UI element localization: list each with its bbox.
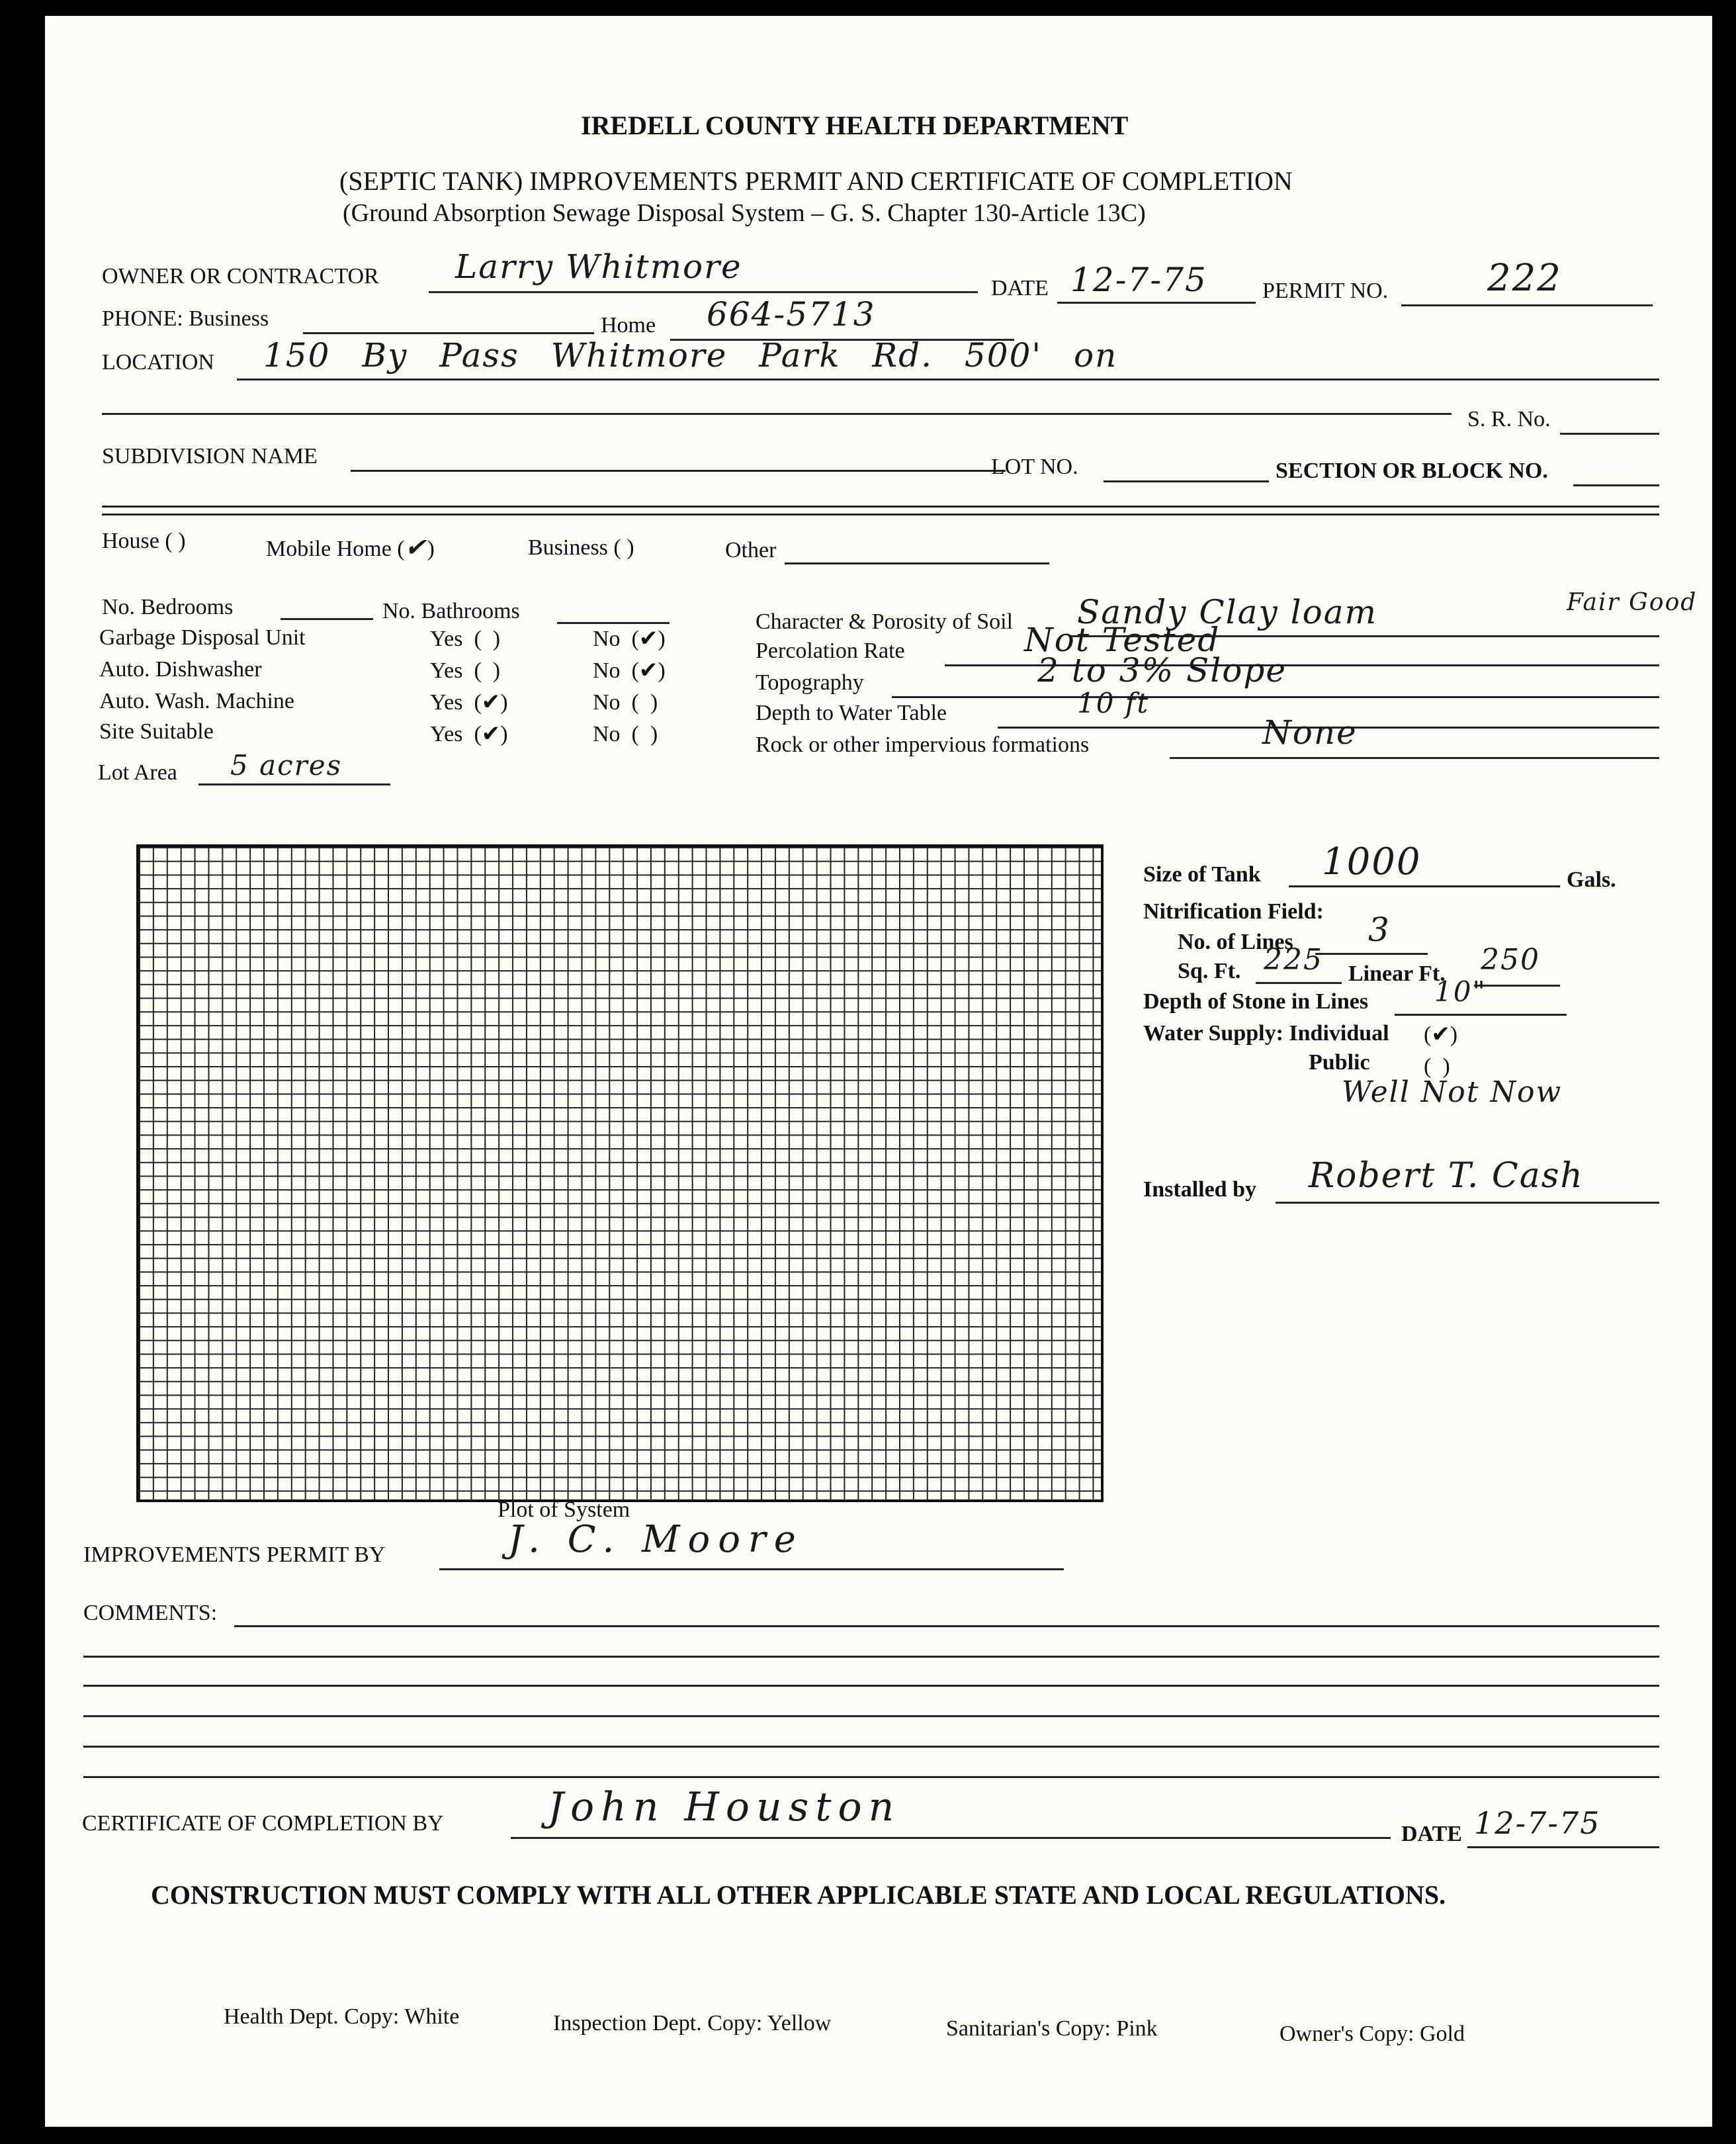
stone-depth-value: 10" <box>1434 975 1487 1008</box>
compliance-notice: CONSTRUCTION MUST COMPLY WITH ALL OTHER APPLICABLE STATE AND LOCAL REGULATIONS. <box>151 1880 1446 1910</box>
permit-by-underline <box>439 1568 1064 1570</box>
fixture-yes: Yes (✔) <box>430 722 508 746</box>
comments-underline <box>83 1776 1659 1778</box>
mobile-home-check: ✔ <box>404 533 427 562</box>
tank-size-underline <box>1289 885 1560 887</box>
form-subtitle: (Ground Absorption Sewage Disposal System – G. S. Chapter 130-Article 13C) <box>343 199 1146 227</box>
bathrooms-label: No. Bathrooms <box>382 599 520 623</box>
soil-character-note: Fair Good <box>1567 589 1698 616</box>
mobile-home-label: Mobile Home ( <box>266 537 405 561</box>
fixture-label: Site Suitable <box>99 719 214 744</box>
rock-value: None <box>1262 713 1358 752</box>
plot-grid <box>136 844 1104 1502</box>
bedrooms-underline <box>281 618 373 620</box>
bathrooms-underline <box>557 622 670 624</box>
location-underline <box>237 379 1659 380</box>
topography-label: Topography <box>756 670 864 695</box>
rock-underline <box>1170 757 1659 759</box>
permit-form <box>45 16 1712 2127</box>
bedrooms-label: No. Bedrooms <box>102 595 234 619</box>
water-supply-note: Well Not Now <box>1342 1075 1563 1109</box>
home-label: Home <box>601 313 656 337</box>
divider-top-2 <box>102 514 1659 515</box>
fixture-no: No (✔) <box>593 658 666 683</box>
certificate-signature: John Houston <box>548 1784 901 1830</box>
soil-character-label: Character & Porosity of Soil <box>756 609 1014 634</box>
sqft-underline <box>1256 982 1342 984</box>
business-underline <box>303 332 594 334</box>
lines-value: 3 <box>1368 911 1391 949</box>
permit-by-signature: J. C. Moore <box>508 1518 804 1561</box>
tank-size-value: 1000 <box>1322 840 1422 883</box>
fixture-yes: Yes ( ) <box>430 627 501 651</box>
comments-underline <box>83 1746 1659 1748</box>
lines-underline <box>1315 953 1428 955</box>
owner-label: OWNER OR CONTRACTOR <box>102 264 379 289</box>
comments-label: COMMENTS: <box>83 1601 218 1625</box>
certificate-label: CERTIFICATE OF COMPLETION BY <box>82 1811 444 1836</box>
installed-by-signature: Robert T. Cash <box>1309 1156 1584 1196</box>
subdivision-label: SUBDIVISION NAME <box>102 444 318 469</box>
form-title: (SEPTIC TANK) IMPROVEMENTS PERMIT AND CERTIFICATE OF COMPLETION <box>339 166 1293 196</box>
fixture-label: Garbage Disposal Unit <box>99 625 306 650</box>
lot-area-value: 5 acres <box>230 749 343 782</box>
fixture-yes: Yes ( ) <box>430 658 501 683</box>
comments-underline <box>83 1685 1659 1687</box>
location-underline-2 <box>102 413 1452 415</box>
sr-label: S. R. No. <box>1467 407 1551 431</box>
fixture-no: No ( ) <box>593 722 658 746</box>
business-option: Business ( ) <box>528 535 634 560</box>
individual-check: (✔) <box>1424 1022 1458 1047</box>
date-label: DATE <box>991 276 1049 300</box>
water-table-value: 10 ft <box>1077 687 1150 719</box>
comments-underline <box>234 1625 1659 1627</box>
permit-by-label: IMPROVEMENTS PERMIT BY <box>83 1542 386 1567</box>
public-check: ( ) <box>1424 1054 1450 1079</box>
lines-label: No. of Lines <box>1178 930 1293 954</box>
certificate-date-label: DATE <box>1401 1822 1462 1846</box>
stone-depth-label: Depth of Stone in Lines <box>1143 989 1369 1014</box>
location-value: 150 By Pass Whitmore Park Rd. 500' on <box>263 336 1118 375</box>
home-phone-value: 664-5713 <box>707 295 876 334</box>
fixture-yes: Yes (✔) <box>430 690 508 715</box>
other-label: Other <box>725 538 777 562</box>
phone-business-label: PHONE: Business <box>102 306 269 331</box>
sr-underline <box>1560 433 1659 435</box>
lot-area-underline <box>198 783 390 785</box>
subdivision-underline <box>351 470 1006 472</box>
nitrification-label: Nitrification Field: <box>1143 899 1324 924</box>
linear-ft-value: 250 <box>1481 943 1540 977</box>
permit-label: PERMIT NO. <box>1262 279 1389 303</box>
other-underline <box>785 562 1049 564</box>
percolation-value: Not Tested <box>1024 621 1221 659</box>
gallons-label: Gals. <box>1567 868 1616 892</box>
tank-size-label: Size of Tank <box>1143 862 1261 887</box>
public-label: Public <box>1309 1050 1370 1075</box>
comments-underline <box>83 1656 1659 1658</box>
certificate-date-value: 12-7-75 <box>1474 1805 1601 1841</box>
lot-underline <box>1104 480 1269 482</box>
percolation-label: Percolation Rate <box>756 639 905 663</box>
linear-ft-underline <box>1474 985 1560 987</box>
installed-by-label: Installed by <box>1143 1177 1256 1202</box>
mobile-home-option <box>266 529 435 565</box>
installed-by-underline <box>1276 1202 1659 1204</box>
soil-character-value: Sandy Clay loam <box>1077 593 1377 631</box>
linear-ft-label: Linear Ft. <box>1348 961 1446 986</box>
fixture-label: Auto. Dishwasher <box>99 657 262 682</box>
certificate-underline <box>511 1837 1391 1839</box>
copy-distribution: Owner's Copy: Gold <box>1280 2022 1465 2046</box>
owner-value: Larry Whitmore <box>455 247 742 286</box>
stone-depth-underline <box>1395 1014 1567 1016</box>
date-value: 12-7-75 <box>1070 261 1207 299</box>
department-title: IREDELL COUNTY HEALTH DEPARTMENT <box>581 111 1129 140</box>
fixture-no: No (✔) <box>593 627 666 651</box>
permit-underline <box>1401 304 1653 306</box>
comments-underline <box>83 1715 1659 1717</box>
water-supply-label: Water Supply: Individual <box>1143 1021 1389 1046</box>
sqft-value: 225 <box>1264 943 1323 977</box>
topography-value: 2 to 3% Slope <box>1037 651 1287 690</box>
fixture-no: No ( ) <box>593 690 658 715</box>
lot-area-label: Lot Area <box>98 760 177 785</box>
house-option: House ( ) <box>102 529 186 553</box>
plot-caption: Plot of System <box>498 1497 630 1522</box>
permit-value: 222 <box>1487 257 1562 300</box>
rock-label: Rock or other impervious formations <box>756 733 1090 757</box>
certificate-date-underline <box>1467 1846 1659 1848</box>
location-label: LOCATION <box>102 350 214 375</box>
owner-underline <box>429 291 978 293</box>
section-label: SECTION OR BLOCK NO. <box>1276 459 1548 483</box>
copy-distribution: Health Dept. Copy: White <box>224 2004 460 2029</box>
date-underline <box>1057 302 1256 304</box>
mobile-home-close: ) <box>427 537 435 561</box>
sqft-label: Sq. Ft. <box>1178 959 1241 983</box>
lot-label: LOT NO. <box>991 455 1078 479</box>
copy-distribution: Inspection Dept. Copy: Yellow <box>553 2011 832 2035</box>
fixture-label: Auto. Wash. Machine <box>99 689 295 713</box>
water-table-label: Depth to Water Table <box>756 701 947 725</box>
copy-distribution: Sanitarian's Copy: Pink <box>946 2016 1158 2041</box>
divider-top <box>102 506 1659 508</box>
topography-underline <box>892 696 1659 698</box>
section-underline <box>1573 484 1659 486</box>
